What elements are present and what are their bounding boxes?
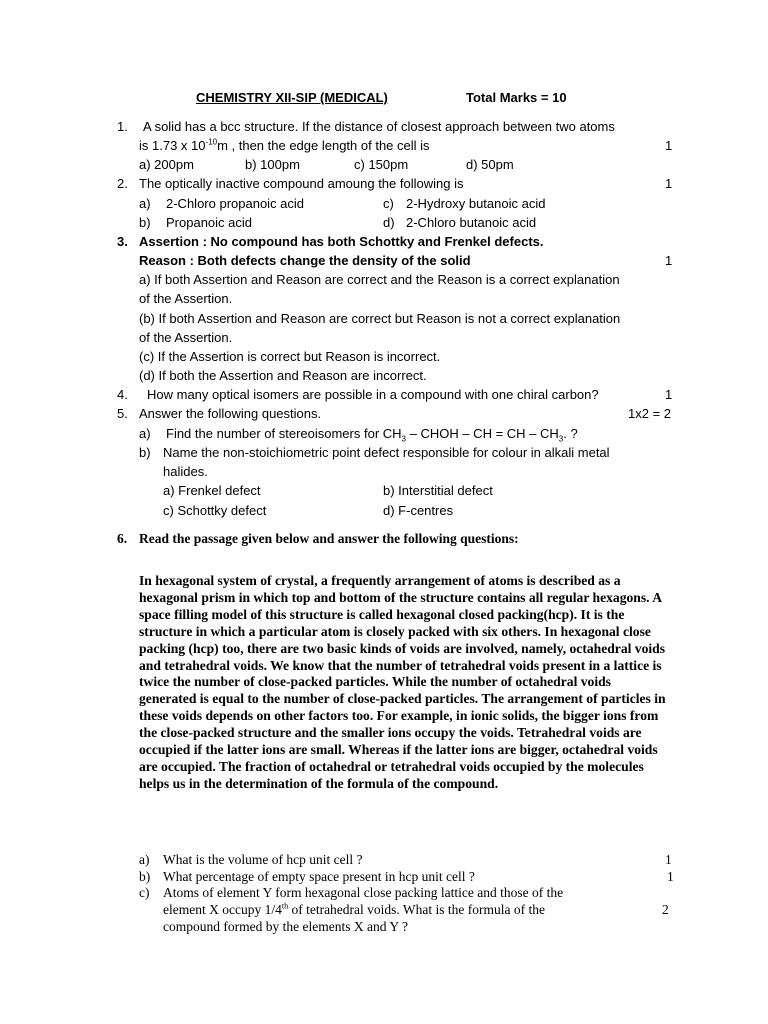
question-number: 6. [117, 531, 128, 546]
option: b) Interstitial defect [383, 483, 493, 498]
question-text: The optically inactive compound amoung the following is [139, 176, 464, 191]
question-number: 4. [117, 387, 128, 402]
option: d) F-centres [383, 503, 454, 518]
option: (b) If both Assertion and Reason are correct but Reason is not a correct explanation [139, 311, 621, 326]
question-marks: 1 [665, 253, 673, 268]
option: (d) If both the Assertion and Reason are incorrect. [139, 368, 427, 383]
sub-question-text: Find the number of stereoisomers for $CH_3$ – CHOH – CH = CH – $CH_3$. ? [166, 426, 578, 444]
option: c) Schottky defect [163, 503, 267, 518]
sub-question-label: a) [139, 426, 151, 441]
option: 2-Chloro butanoic acid [406, 215, 537, 230]
option: c) 150pm [354, 157, 409, 172]
sub-question-text: What percentage of empty space present in hcp unit cell ? [163, 869, 475, 884]
option: 2-Hydroxy butanoic acid [406, 196, 546, 211]
passage-text: In hexagonal system of crystal, a frequently arrangement of atoms is described as a hexagonal prism in which top and bottom of the structure contains all regular hexagons. A space filling model of this structure is called hexagonal closed packing(hcp). It is the structure in which a particular atom is closely packed with six others. In hexagonal close packing (hcp) too, there are two basic kinds of voids are involved, namely, octahedral voids and tetrahedral voids. We know that the number of tetrahedral voids present in a lattice is twice the number of close-packed particles. While the number of octahedral voids generated is equal to the number of close-packed particles. The arrangement of particles in these voids depends on other factors too. For example, in ionic solids, the bigger ions from the close-packed structure and the smaller ions occupy the voids. Tetrahedral voids are occupied if the latter ions are small. Whereas if the latter ions are bigger, octahedral voids are occupied. The fraction of octahedral or tetrahedral voids occupied by the molecules helps us in the determination of the formula of the compound. [139, 573, 666, 791]
sub-question-label: b) [139, 869, 151, 884]
sub-question-label: c) [139, 885, 150, 900]
assertion-text: Assertion : No compound has both Schottky and Frenkel defects. [139, 234, 544, 249]
question-text: Read the passage given below and answer the following questions: [139, 531, 519, 546]
option: of the Assertion. [139, 330, 233, 345]
question-marks: 1 [667, 869, 674, 884]
sub-question-text: halides. [163, 464, 208, 479]
option: of the Assertion. [139, 291, 233, 306]
question-marks: 1 [665, 852, 672, 867]
option: a) 200pm [139, 157, 194, 172]
option-label: a) [139, 196, 151, 211]
question-marks: 1 [665, 138, 673, 153]
question-number: 2. [117, 176, 128, 191]
question-number: 3. [117, 234, 128, 249]
question-text: Answer the following questions. [139, 406, 322, 421]
option: d) 50pm [466, 157, 514, 172]
question-text: is 1.73 x $10^{-10}m$ , then the edge length of the cell is [139, 137, 430, 153]
option: 2-Chloro propanoic acid [166, 196, 305, 211]
option: a) Frenkel defect [163, 483, 261, 498]
sub-question-text: What is the volume of hcp unit cell ? [163, 852, 363, 867]
question-marks: 2 [662, 902, 669, 917]
page-title: CHEMISTRY XII-SIP (MEDICAL) [196, 90, 388, 105]
sub-question-text: Atoms of element Y form hexagonal close packing lattice and those of the [163, 885, 564, 900]
question-text: A solid has a bcc structure. If the distance of closest approach between two atoms [143, 119, 615, 134]
option-label: d) [383, 215, 395, 230]
question-marks: 1 [665, 176, 673, 191]
reason-text: Reason : Both defects change the density of the solid [139, 253, 471, 268]
question-number: 5. [117, 406, 128, 421]
question-marks: 1 [665, 387, 673, 402]
sub-question-label: b) [139, 445, 151, 460]
option: Propanoic acid [166, 215, 252, 230]
option: (c) If the Assertion is correct but Reason is incorrect. [139, 349, 441, 364]
sub-question-text: compound formed by the elements X and Y ? [163, 919, 408, 934]
option: a) If both Assertion and Reason are correct and the Reason is a correct explanation [139, 272, 620, 287]
option-label: c) [383, 196, 394, 211]
question-marks: 1x2 = 2 [628, 406, 672, 421]
sub-question-text: element X occupy 1/4th of tetrahedral voids. What is the formula of the [163, 901, 545, 917]
sub-question-label: a) [139, 852, 150, 867]
total-marks: Total Marks = 10 [466, 90, 567, 105]
question-number: 1. [117, 119, 128, 134]
question-text: How many optical isomers are possible in a compound with one chiral carbon? [147, 387, 599, 402]
option-label: b) [139, 215, 151, 230]
option: b) 100pm [245, 157, 300, 172]
sub-question-text: Name the non-stoichiometric point defect responsible for colour in alkali metal [163, 445, 610, 460]
